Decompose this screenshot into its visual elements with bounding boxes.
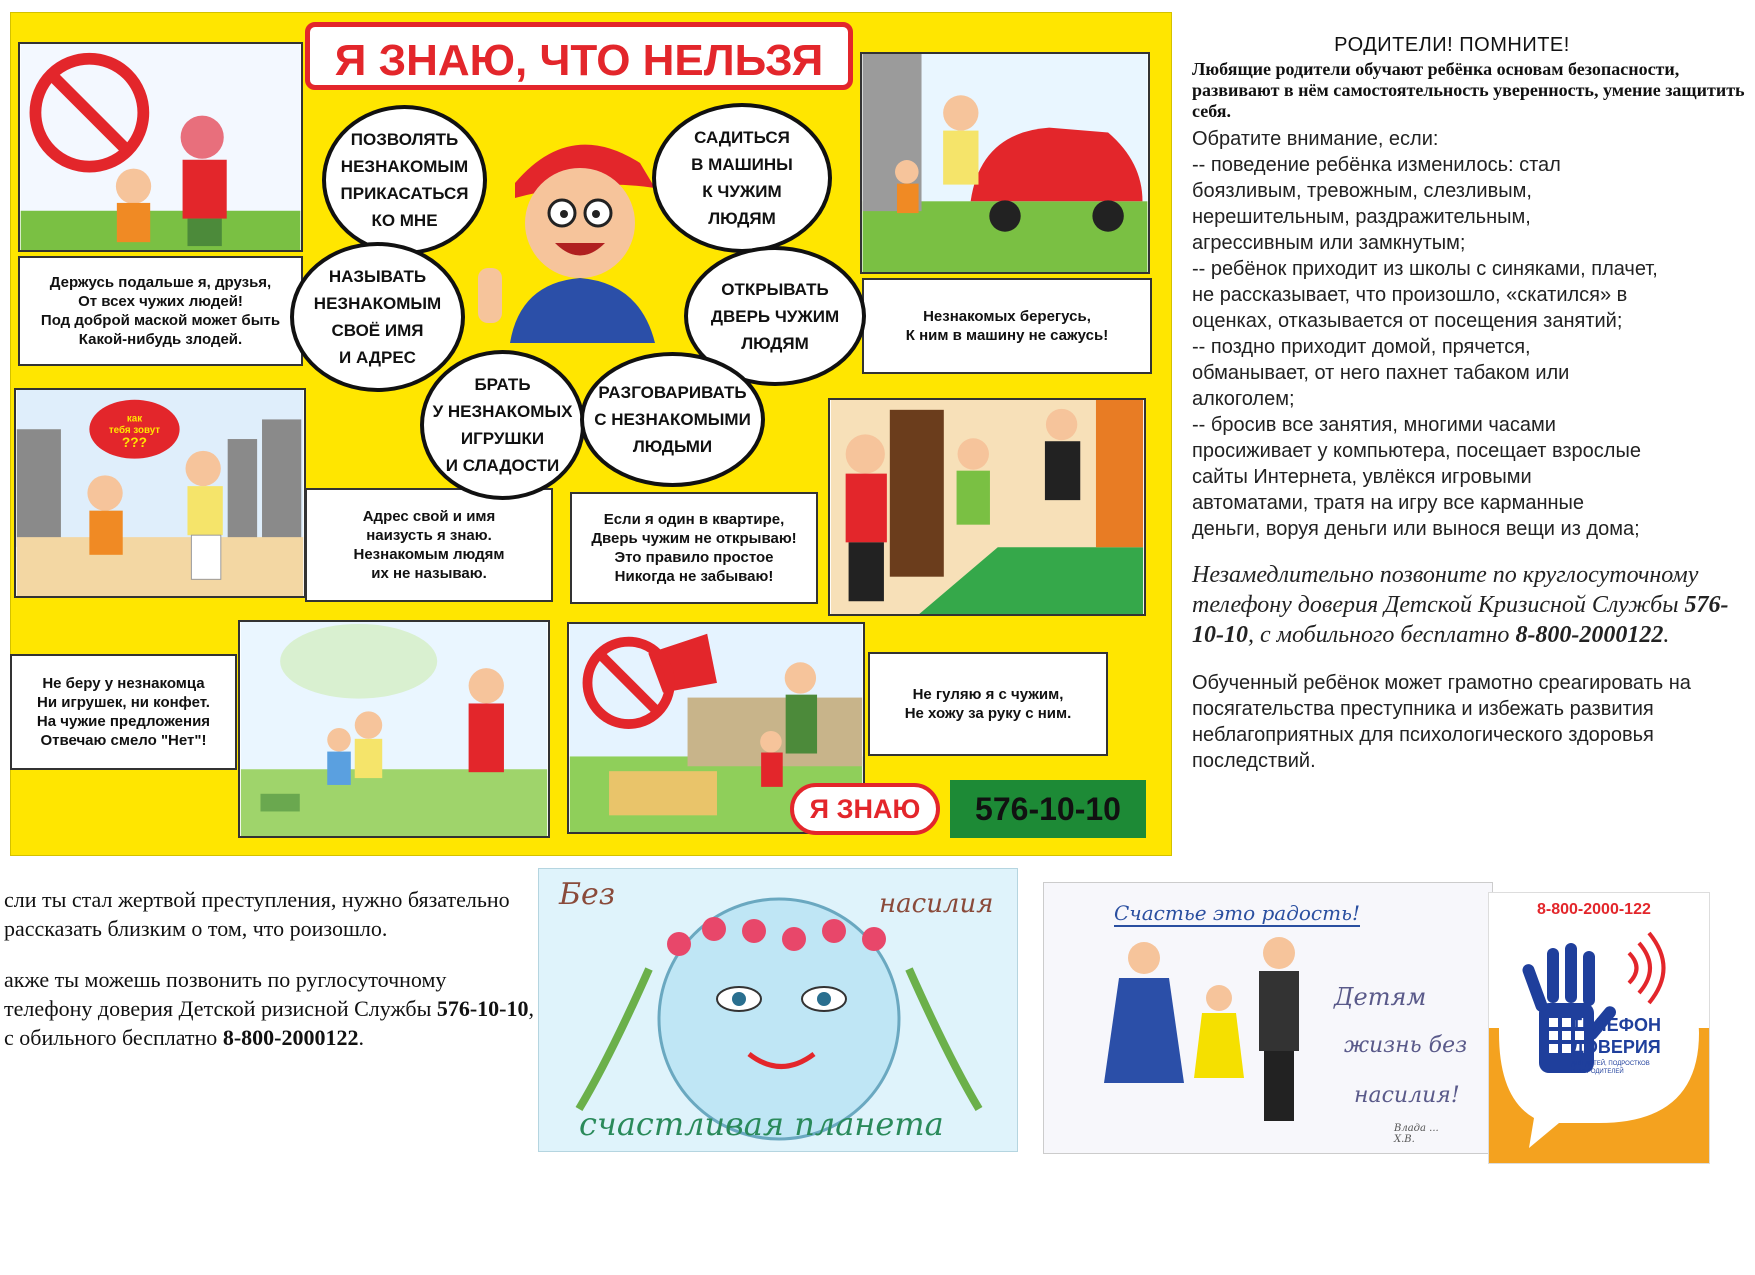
drawing2-title: Счастье это радость! — [1114, 901, 1361, 925]
victim-mobile: 8-800-2000122 — [222, 1025, 359, 1050]
hotline-line-3: ДЛЯ ДЕТЕЙ, ПОДРОСТКОВ — [1571, 1061, 1650, 1067]
parents-notice — [1192, 34, 1752, 774]
child-drawing-happy-planet — [538, 868, 1018, 1152]
caption-no-candy: Не беру у незнакомца Ни игрушек, ни конфет. На чужие предложения Отвечаю смело "Нет"! — [10, 654, 237, 770]
bubble-name-address: НАЗЫВАТЬ НЕЗНАКОМЫМ СВОЁ ИМЯ И АДРЕС — [290, 242, 465, 392]
drawing2-slogan-2: жизнь без — [1344, 1033, 1468, 1058]
bubble-car: САДИТЬСЯ В МАШИНЫ К ЧУЖИМ ЛЮДЯМ — [652, 103, 832, 253]
scene-stranger-handshake — [18, 42, 303, 252]
hotline-line-4: И ИХ РОДИТЕЛЕЙ — [1571, 1069, 1624, 1075]
warning-line: -- ребёнок приходит из школы с синяками, плачет, — [1192, 258, 1658, 280]
warning-line: деньги, воруя деньги или вынося вещи из дома; — [1192, 518, 1640, 540]
victim-advice — [4, 885, 534, 1052]
warning-line: автоматами, тратя на игру все карманные — [1192, 492, 1585, 514]
warning-line: -- поздно приходит домой, прячется, — [1192, 336, 1531, 358]
bubble-talk: РАЗГОВАРИВАТЬ С НЕЗНАКОМЫМИ ЛЮДЬМИ — [580, 352, 765, 487]
final-note: Обученный ребёнок может грамотно среагировать на посягательства преступника и избежать развития неблагоприятных для психологического здоровья последствий. — [1192, 672, 1691, 772]
drawing2-signature: Влада ... Х.В. — [1394, 1123, 1439, 1145]
caption-door: Если я один в квартире, Дверь чужим не открываю! Это правило простое Никогда не забываю! — [570, 492, 818, 604]
warning-line: агрессивным или замкнутым; — [1192, 232, 1466, 254]
caption-address: Адрес свой и имя наизусть я знаю. Незнакомым людям их не называю. — [305, 488, 553, 602]
warning-line: Обратите внимание, если: — [1192, 128, 1439, 150]
scene-name-question — [14, 388, 306, 598]
caption-keep-away: Держусь подальше я, друзья, От всех чужих людей! Под доброй маской может быть Какой-нибудь злодей. — [18, 256, 303, 366]
warning-line: обманывает, от него пахнет табаком или — [1192, 362, 1570, 384]
parents-title: РОДИТЕЛИ! ПОМНИТЕ! — [1334, 34, 1570, 56]
victim-mid: , с обильного бесплатно — [4, 996, 535, 1050]
warning-line: -- бросив все занятия, многими часами — [1192, 414, 1556, 436]
victim-end: . — [358, 1025, 364, 1050]
child-drawing-family — [1043, 882, 1493, 1154]
svg-text:как: как — [126, 413, 143, 425]
door-icon — [890, 410, 944, 577]
warning-line: боязливым, тревожным, слезливым, — [1192, 180, 1532, 202]
drawing1-label-top-left: Без — [559, 877, 616, 912]
mobile-phone: 8-800-2000122 — [1515, 622, 1664, 648]
warning-signs-list — [1192, 126, 1752, 542]
svg-text:тебя зовут: тебя зовут — [108, 425, 161, 437]
bubble-toys-sweets: БРАТЬ У НЕЗНАКОМЫХ ИГРУШКИ И СЛАДОСТИ — [420, 350, 585, 500]
crisis-phone: 576-10-10 — [1192, 592, 1729, 648]
svg-text:???: ??? — [121, 434, 148, 450]
bubble-touch: ПОЗВОЛЯТЬ НЕЗНАКОМЫМ ПРИКАСАТЬСЯ КО МНЕ — [322, 105, 487, 255]
scene-door-strangers — [828, 398, 1146, 616]
hotline-line-1: ТЕЛЕФОН — [1571, 1015, 1661, 1035]
victim-text: акже ты можешь позвонить по руглосуточному телефону доверия Детской ризисной Службы — [4, 967, 447, 1021]
badge-i-know: Я ЗНАЮ — [790, 783, 940, 835]
hotline-line-2: ДОВЕРИЯ — [1571, 1037, 1661, 1057]
caption-no-walk: Не гуляю я с чужим, Не хожу за руку с ним. — [868, 652, 1108, 756]
victim-paragraph-2 — [4, 965, 534, 1052]
parents-lead: Любящие родители обучают ребёнка основам безопасности, развивают в нём самостоятельность уверенность, умение защитить себя. — [1192, 59, 1745, 121]
badge-phone-number: 576-10-10 — [950, 780, 1146, 838]
warning-line: сайты Интернета, увлёкся игровыми — [1192, 466, 1532, 488]
poster-title: Я ЗНАЮ, ЧТО НЕЛЬЗЯ — [305, 22, 853, 90]
warning-line: нерешительным, раздражительным, — [1192, 206, 1531, 228]
warning-line: алкоголем; — [1192, 388, 1295, 410]
mask-icon — [181, 116, 224, 159]
drawing2-slogan-1: Детям — [1334, 983, 1427, 1011]
warning-line: просиживает у компьютера, посещает взрослые — [1192, 440, 1641, 462]
drawing1-label-bottom: счастливая планета — [579, 1105, 944, 1143]
caption-no-car: Незнакомых берегусь, К ним в машину не сажусь! — [862, 278, 1152, 374]
urgent-text: Незамедлительно позвоните по круглосуточному телефону доверия Детской Кризисной Службы — [1192, 562, 1699, 618]
victim-phone: 576-10-10 — [436, 996, 529, 1021]
warning-line: -- поведение ребёнка изменилось: стал — [1192, 154, 1561, 176]
bubble-open-door: ОТКРЫВАТЬ ДВЕРЬ ЧУЖИМ ЛЮДЯМ — [684, 246, 866, 386]
scene-car-stranger — [860, 52, 1150, 274]
scene-candy-stranger — [238, 620, 550, 838]
drawing2-slogan-3: насилия! — [1354, 1083, 1460, 1108]
victim-paragraph-1: сли ты стал жертвой преступления, нужно бязательно рассказать близким о том, что роизошло. — [4, 887, 510, 941]
hotline-number: 8-800-2000-122 — [1537, 901, 1651, 918]
urgent-end: . — [1663, 622, 1670, 648]
urgent-call-notice — [1192, 560, 1752, 650]
drawing1-label-top-right: насилия — [879, 889, 994, 919]
hotline-logo — [1488, 892, 1710, 1164]
central-boy-illustration — [470, 118, 680, 343]
warning-line: не рассказывает, что произошло, «скатился» в — [1192, 284, 1628, 306]
urgent-mid: , с мобильного бесплатно — [1248, 622, 1516, 648]
warning-line: оценках, отказывается от посещения занятий; — [1192, 310, 1623, 332]
